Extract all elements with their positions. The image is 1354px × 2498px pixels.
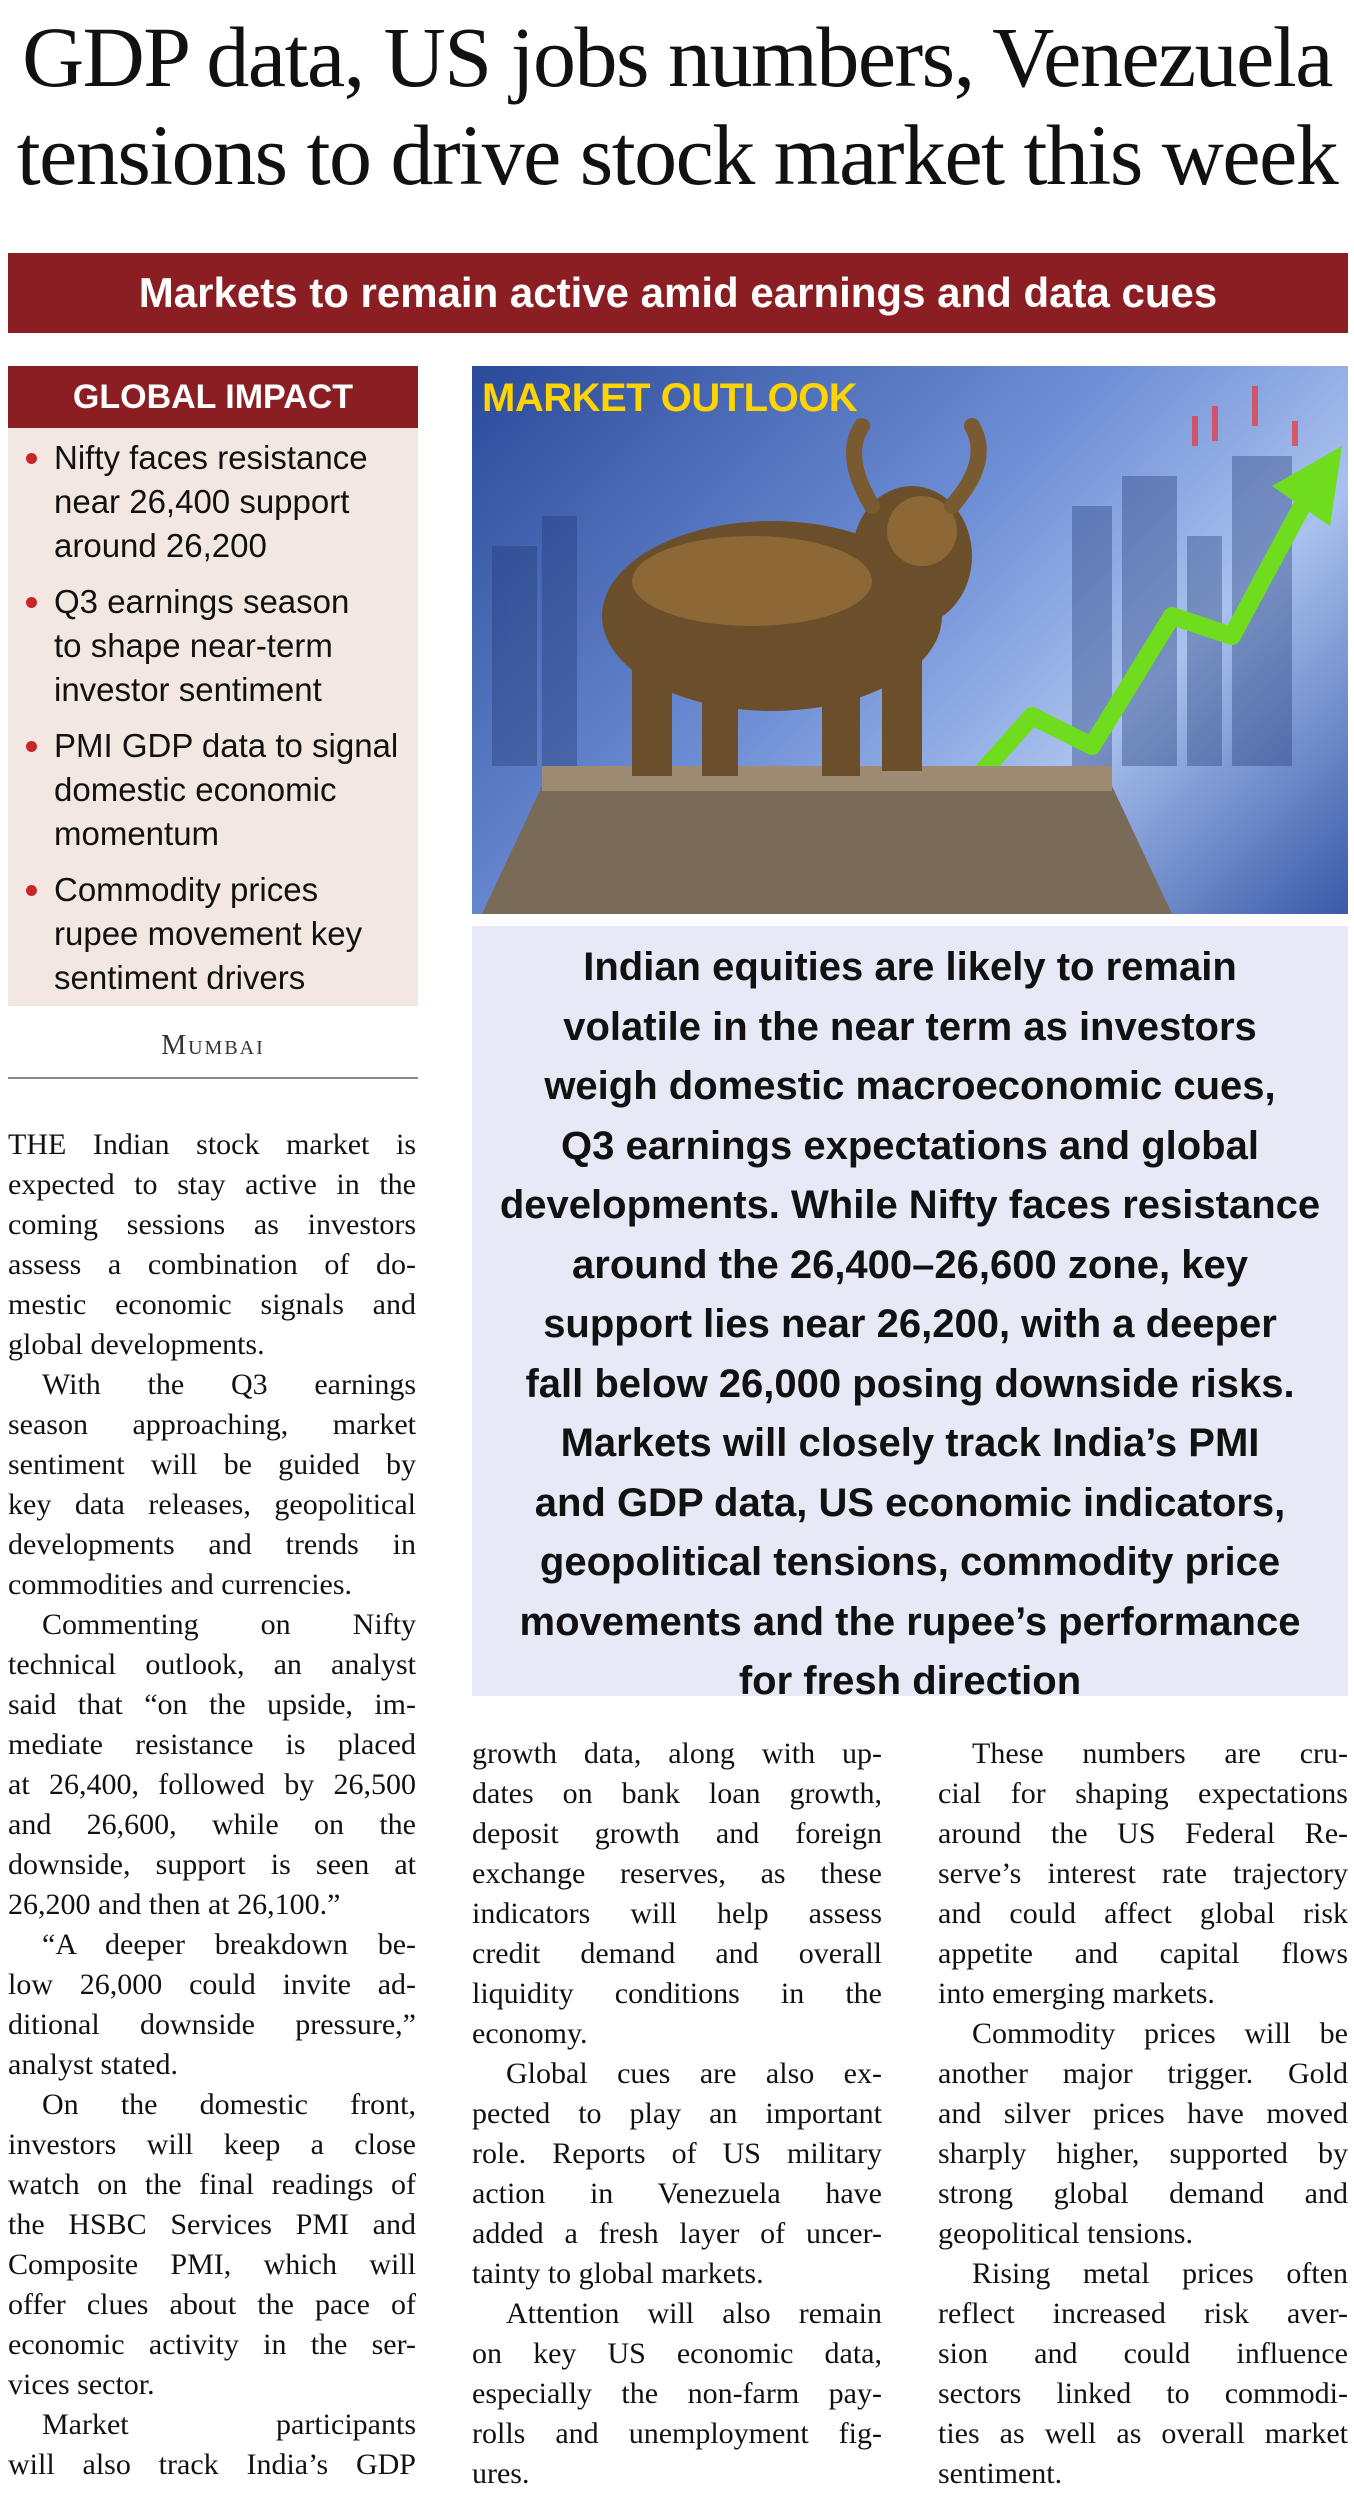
article-text-line: geopolitical tensions. bbox=[938, 2217, 1193, 2250]
article-text-line: Commenting on Nifty bbox=[42, 1608, 416, 1641]
article-text-line: Global cues are also ex- bbox=[506, 2057, 882, 2090]
headline-line: GDP data, US jobs numbers, Venezuela bbox=[22, 9, 1332, 105]
article-text-line: especially the non-farm pay- bbox=[472, 2377, 882, 2410]
article-text-line: and could affect global risk bbox=[938, 1897, 1348, 1930]
article-text-line: rolls and unemployment fig- bbox=[472, 2417, 882, 2450]
pull-quote-line: volatile in the near term as investors bbox=[563, 1004, 1257, 1049]
article-text-line: serve’s interest rate trajectory bbox=[938, 1857, 1348, 1890]
article-text-line: technical outlook, an analyst bbox=[8, 1648, 416, 1681]
article-text-line: mestic economic signals and bbox=[8, 1288, 416, 1321]
article-text-line: With the Q3 earnings bbox=[42, 1368, 416, 1401]
article-text-line: will also track India’s GDP bbox=[8, 2448, 416, 2481]
article-text-line: indicators will help assess bbox=[472, 1897, 882, 1930]
pull-quote-line: developments. While Nifty faces resistance bbox=[499, 1183, 1321, 1227]
article-text-line: action in Venezuela have bbox=[472, 2177, 882, 2210]
article-text-line: added a fresh layer of uncer- bbox=[472, 2217, 882, 2250]
pull-quote-line: and GDP data, US economic indicators, bbox=[534, 1480, 1286, 1525]
global-impact-list bbox=[8, 428, 418, 1000]
bull-statue-image bbox=[472, 366, 1348, 914]
global-impact-item bbox=[26, 436, 410, 568]
item-line: around 26,200 bbox=[54, 527, 267, 564]
pull-quote-line: for fresh direction bbox=[738, 1659, 1082, 1703]
article-text-line: vices sector. bbox=[8, 2368, 155, 2401]
article-text-line: downside, support is seen at bbox=[8, 1848, 416, 1881]
article-text-line: dates on bank loan growth, bbox=[472, 1777, 882, 1810]
article-text-line: Composite PMI, which will bbox=[8, 2248, 416, 2281]
article-text-line: season approaching, market bbox=[8, 1408, 416, 1441]
article-text-line: another major trigger. Gold bbox=[938, 2057, 1348, 2090]
item-line: Q3 earnings season bbox=[54, 583, 350, 620]
article-text-line: on key US economic data, bbox=[472, 2337, 882, 2370]
item-line: Commodity prices bbox=[54, 871, 319, 908]
pull-quote-line: support lies near 26,200, with a deeper bbox=[543, 1302, 1277, 1346]
article-text-line: Market participants bbox=[42, 2408, 416, 2441]
article-text-line: pected to play an important bbox=[472, 2097, 882, 2130]
article-text-line: Commodity prices will be bbox=[972, 2017, 1348, 2050]
article-text-line: sentiment will be guided by bbox=[8, 1448, 416, 1481]
item-line: momentum bbox=[54, 815, 220, 852]
pull-quote-line: Markets will closely track India’s PMI bbox=[560, 1421, 1260, 1465]
bullet-icon bbox=[26, 741, 37, 752]
article-text-line: global developments. bbox=[8, 1328, 265, 1361]
article-text-line: tainty to global markets. bbox=[472, 2257, 764, 2290]
global-impact-item bbox=[26, 868, 410, 1000]
pull-quote-line: around the 26,400–26,600 zone, key bbox=[572, 1242, 1248, 1287]
article-text-line: sectors linked to commodi- bbox=[938, 2377, 1348, 2410]
article-text-line: economic activity in the ser- bbox=[8, 2328, 416, 2361]
article-column-3 bbox=[938, 1734, 1348, 2494]
article-text-line: Attention will also remain bbox=[506, 2297, 882, 2330]
pull-quote-line: Indian equities are likely to remain bbox=[583, 945, 1237, 989]
article-text-line: ditional downside pressure,” bbox=[8, 2008, 416, 2041]
article-text-line: watch on the final readings of bbox=[8, 2168, 416, 2201]
article-text-line: coming sessions as investors bbox=[8, 1208, 416, 1241]
global-impact-title: GLOBAL IMPACT bbox=[8, 366, 418, 428]
article-text-line: These numbers are cru- bbox=[972, 1737, 1348, 1770]
article-text-line: role. Reports of US military bbox=[472, 2137, 882, 2170]
pull-quote-box bbox=[472, 926, 1348, 1703]
article-text-line: analyst stated. bbox=[8, 2048, 178, 2081]
headline bbox=[0, 8, 1354, 204]
article-text-line: commodities and currencies. bbox=[8, 1568, 353, 1601]
pull-quote bbox=[472, 938, 1348, 1712]
article-text-line: and silver prices have moved bbox=[938, 2097, 1348, 2130]
pull-quote-line: geopolitical tensions, commodity price bbox=[539, 1540, 1281, 1584]
market-outlook-label: MARKET OUTLOOK bbox=[482, 376, 858, 420]
article-text-line: exchange reserves, as these bbox=[472, 1857, 882, 1890]
article-text-line: into emerging markets. bbox=[938, 1977, 1215, 2010]
article-text-line: growth data, along with up- bbox=[472, 1737, 882, 1770]
article-text-line: mediate resistance is placed bbox=[8, 1728, 416, 1761]
pull-quote-line: weigh domestic macroeconomic cues, bbox=[544, 1064, 1276, 1108]
article-text-line: the HSBC Services PMI and bbox=[8, 2208, 416, 2241]
article-text-line: said that “on the upside, im- bbox=[8, 1688, 416, 1721]
article-text-line: sharply higher, supported by bbox=[938, 2137, 1348, 2170]
pull-quote-line: fall below 26,000 posing downside risks. bbox=[525, 1361, 1295, 1406]
article-text-line: investors will keep a close bbox=[8, 2128, 416, 2161]
item-line: Nifty faces resistance bbox=[54, 439, 368, 476]
article-text-line: developments and trends in bbox=[8, 1528, 416, 1561]
article-text-line: liquidity conditions in the bbox=[472, 1977, 882, 2010]
subheadline: Markets to remain active amid earnings and data cues bbox=[8, 253, 1348, 333]
bull-illustration bbox=[472, 366, 1348, 914]
global-impact-item bbox=[26, 724, 410, 856]
headline-line: tensions to drive stock market this week bbox=[16, 107, 1338, 203]
item-line: domestic economic bbox=[54, 771, 337, 808]
bullet-icon bbox=[26, 885, 37, 896]
article-column-2 bbox=[472, 1734, 882, 2494]
global-impact-item bbox=[26, 580, 410, 712]
article-text-line: 26,200 and then at 26,100.” bbox=[8, 1888, 341, 1921]
dateline-rule bbox=[8, 1077, 418, 1079]
dateline: Mumbai bbox=[161, 1030, 265, 1061]
item-line: investor sentiment bbox=[54, 671, 322, 708]
article-text-line: key data releases, geopolitical bbox=[8, 1488, 416, 1521]
article-text-line: offer clues about the pace of bbox=[8, 2288, 416, 2321]
article-text-line: and 26,600, while on the bbox=[8, 1808, 416, 1841]
article-text-line: expected to stay active in the bbox=[8, 1168, 416, 1201]
article-text-line: appetite and capital flows bbox=[938, 1937, 1348, 1970]
item-line: PMI GDP data to signal bbox=[54, 727, 399, 764]
item-line: sentiment drivers bbox=[54, 959, 306, 996]
article-text-line: economy. bbox=[472, 2017, 588, 2050]
article-text-line: cial for shaping expectations bbox=[938, 1777, 1348, 1810]
article-text-line: credit demand and overall bbox=[472, 1937, 882, 1970]
pull-quote-line: movements and the rupee’s performance bbox=[519, 1599, 1301, 1644]
article-text-line: “A deeper breakdown be- bbox=[42, 1928, 416, 1961]
article-text-line: assess a combination of do- bbox=[8, 1248, 416, 1281]
article-text-line: Rising metal prices often bbox=[972, 2257, 1348, 2290]
article-text-line: ures. bbox=[472, 2457, 530, 2490]
pull-quote-line: Q3 earnings expectations and global bbox=[561, 1123, 1259, 1168]
article-text-line: sentiment. bbox=[938, 2457, 1063, 2490]
item-line: near 26,400 support bbox=[54, 483, 350, 520]
article-text-line: deposit growth and foreign bbox=[472, 1817, 882, 1850]
article-text-line: low 26,000 could invite ad- bbox=[8, 1968, 416, 2001]
article-text-line: sion and could influence bbox=[938, 2337, 1348, 2370]
article-text-line: On the domestic front, bbox=[42, 2088, 416, 2121]
article-text-line: strong global demand and bbox=[938, 2177, 1348, 2210]
item-line: rupee movement key bbox=[54, 915, 363, 952]
article-text-line: around the US Federal Re- bbox=[938, 1817, 1348, 1850]
bullet-icon bbox=[26, 597, 37, 608]
bullet-icon bbox=[26, 453, 37, 464]
global-impact-box bbox=[8, 366, 418, 1006]
article-text-line: reflect increased risk aver- bbox=[938, 2297, 1348, 2330]
item-line: to shape near-term bbox=[54, 627, 333, 664]
article-text-line: ties as well as overall market bbox=[938, 2417, 1348, 2450]
article-text-line: THE Indian stock market is bbox=[8, 1128, 416, 1161]
article-text-line: at 26,400, followed by 26,500 bbox=[8, 1768, 416, 1801]
article-column-1 bbox=[8, 1125, 416, 2485]
